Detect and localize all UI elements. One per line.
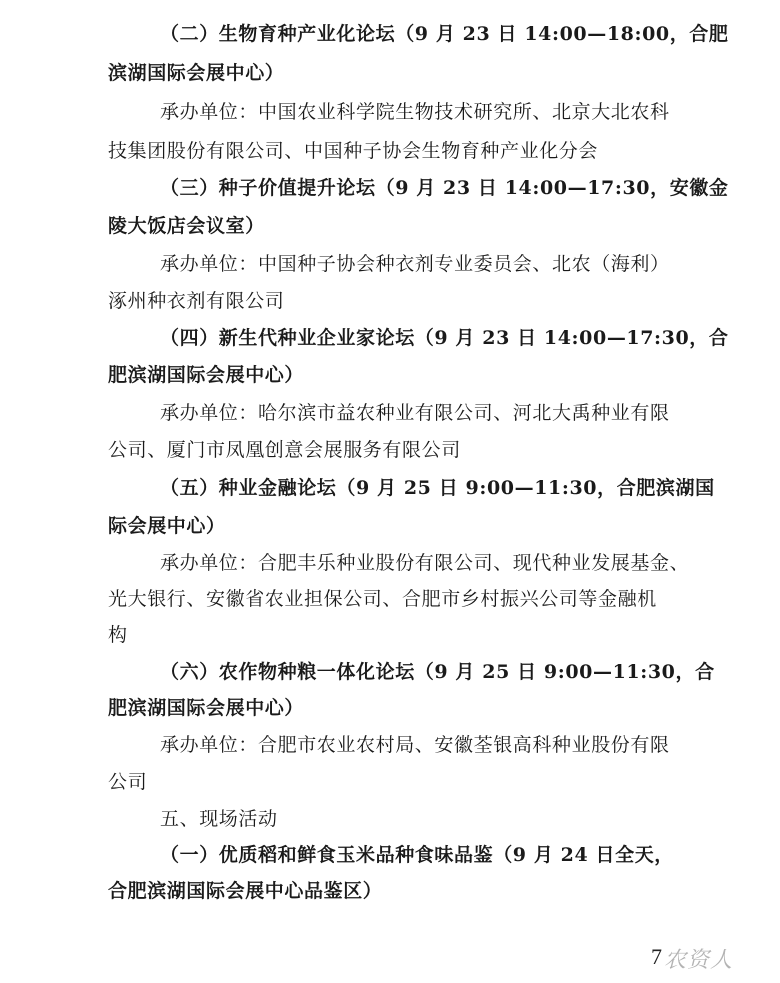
organizer-line: 承办单位：哈尔滨市益农种业有限公司、河北大禹种业有限 bbox=[160, 402, 670, 424]
section-heading-seed-value-forum: （三）种子价值提升论坛（9 月 23 日 14:00—17:30，安徽金 bbox=[160, 177, 729, 199]
organizer-line: 承办单位：中国农业科学院生物技术研究所、北京大北农科 bbox=[160, 101, 670, 123]
chapter-heading-onsite-activities: 五、现场活动 bbox=[160, 808, 278, 830]
organizer-line-continuation: 技集团股份有限公司、中国种子协会生物育种产业化分会 bbox=[108, 140, 599, 162]
organizer-line-continuation: 涿州种衣剂有限公司 bbox=[108, 290, 285, 312]
organizer-line-continuation: 光大银行、安徽省农业担保公司、合肥市乡村振兴公司等金融机 bbox=[108, 588, 657, 610]
section-heading-tasting-event: （一）优质稻和鲜食玉米品种食味品鉴（9 月 24 日全天， bbox=[160, 844, 674, 866]
section-heading-entrepreneur-forum: （四）新生代种业企业家论坛（9 月 23 日 14:00—17:30，合 bbox=[160, 327, 729, 349]
organizer-line: 承办单位：中国种子协会种衣剂专业委员会、北农（海利） bbox=[160, 253, 670, 275]
section-heading-grain-integration-forum: （六）农作物种粮一体化论坛（9 月 25 日 9:00—11:30，合 bbox=[160, 661, 715, 683]
organizer-line-continuation: 构 bbox=[108, 624, 128, 646]
organizer-line: 承办单位：合肥市农业农村局、安徽荃银高科种业股份有限 bbox=[160, 734, 670, 756]
organizer-line: 承办单位：合肥丰乐种业股份有限公司、现代种业发展基金、 bbox=[160, 552, 690, 574]
section-heading-continuation: 合肥滨湖国际会展中心品鉴区） bbox=[108, 880, 383, 902]
page-number: 7 bbox=[651, 944, 662, 969]
section-heading-continuation: 陵大饭店会议室） bbox=[108, 215, 265, 237]
section-heading-continuation: 肥滨湖国际会展中心） bbox=[108, 697, 305, 719]
section-heading-continuation: 际会展中心） bbox=[108, 515, 226, 537]
section-heading-continuation: 肥滨湖国际会展中心） bbox=[108, 364, 305, 386]
section-heading-continuation: 滨湖国际会展中心） bbox=[108, 62, 285, 84]
organizer-line-continuation: 公司、厦门市凤凰创意会展服务有限公司 bbox=[108, 439, 461, 461]
section-heading-finance-forum: （五）种业金融论坛（9 月 25 日 9:00—11:30，合肥滨湖国 bbox=[160, 477, 715, 499]
watermark-logo: 农资人 bbox=[664, 948, 734, 973]
section-heading-biobreeding-forum: （二）生物育种产业化论坛（9 月 23 日 14:00—18:00，合肥 bbox=[160, 23, 729, 45]
organizer-line-continuation: 公司 bbox=[108, 771, 148, 793]
